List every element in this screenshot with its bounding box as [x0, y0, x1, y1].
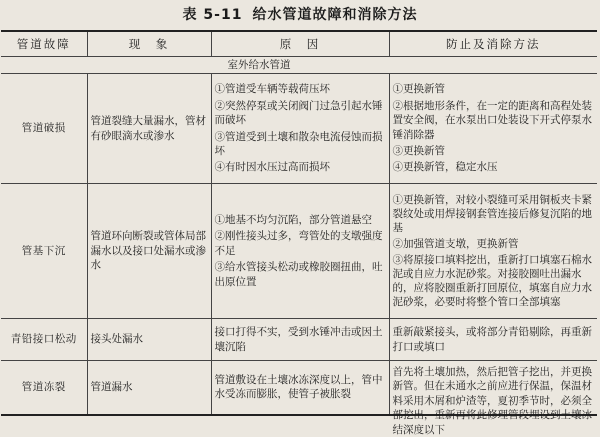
remedy-cell: 重新敲紧接头，或将部分青铅剔除，再重新打口或填口 — [389, 319, 597, 361]
cause-cell — [211, 74, 389, 184]
table-row — [1, 361, 597, 415]
cause-item: ①地基不均匀沉陷，部分管道悬空 — [214, 213, 372, 226]
section-cell — [1, 57, 597, 74]
header-symptom: 现 象 — [87, 31, 211, 57]
cause-item: ③管道受到土壤和散杂电流侵蚀而损坏 — [214, 130, 383, 157]
remedy-cell — [389, 184, 597, 319]
symptom-cell: 管道裂缝大量漏水，管材有砂眼滴水或渗水 — [87, 74, 211, 184]
remedy-item: ②加强管道支墩，更换新管 — [392, 238, 519, 250]
remedy-text-wrap — [392, 365, 595, 436]
symptom-cell: 接头处漏水 — [87, 319, 211, 361]
remedy-item: ③将原接口填料挖出，重新打口填塞石棉水泥或自应力水泥砂浆。对接胶圈吐出漏水的，应将胶圈重新打回原位，填塞自应力水泥砂浆，必要时将整个管口全部填塞 — [392, 254, 592, 308]
symptom-cell: 管道漏水 — [87, 361, 211, 415]
remedy-item: ③更换新管 — [392, 144, 445, 157]
fault-table — [1, 30, 597, 436]
table-title-text: 给水管道故障和消除方法 — [252, 7, 418, 23]
remedy-item: 首先将土壤加热，然后把管子挖出，并更换新管。但在未通水之前应进行保温，保温材料采用木屑和炉渣等，夏初季节时，必须全部挖出，重新再将此修理管段埋设到土壤冰结深度以下 — [392, 366, 592, 436]
remedy-cell — [389, 361, 597, 436]
fault-cell: 管道破损 — [1, 74, 87, 184]
cause-item: ①管道受车辆等载荷压坏 — [214, 83, 330, 96]
cause-item: ②刚性接头过多，弯管处的支墩强度不足 — [214, 230, 383, 257]
symptom-cell: 管道环向断裂或管体局部漏水以及接口处漏水或渗水 — [87, 184, 211, 319]
remedy-item: ①更换新管，对较小裂缝可采用铜板夹卡紧裂纹处或用焊接钢套管连接后修复沉陷的地基 — [392, 194, 592, 234]
fault-cell: 管道冻裂 — [1, 361, 87, 415]
section-label: 室外给水管道 — [227, 58, 291, 71]
cause-item: ④有时因水压过高而损坏 — [214, 161, 330, 174]
table-number: 表 5-11 — [182, 7, 243, 23]
remedy-item: ②根据地形条件，在一定的距离和高程处装置安全阀，在水泵出口处装设下开式停泵水锤消除器 — [392, 99, 592, 141]
header-fault: 管道故障 — [1, 31, 87, 57]
cause-cell — [211, 184, 389, 319]
header-remedy: 防止及消除方法 — [389, 31, 597, 57]
header-row — [1, 31, 597, 57]
remedy-cell — [389, 74, 597, 184]
header-cause: 原 因 — [211, 31, 389, 57]
cause-item: ②突然停泵或关闭阀门过急引起水锤而破坏 — [214, 99, 383, 127]
cause-cell: 管道敷设在土壤冰冻深度以上，管中水受冻而膨胀，使管子被胀裂 — [211, 361, 389, 415]
table-row — [1, 74, 597, 184]
table-row — [1, 319, 597, 361]
cause-cell: 接口打得不实，受到水锤冲击或因土壤沉陷 — [211, 319, 389, 361]
table-row — [1, 184, 597, 319]
remedy-item: ④更换新管，稳定水压 — [392, 161, 498, 174]
fault-cell: 管基下沉 — [1, 184, 87, 319]
section-row — [1, 57, 597, 74]
cause-item: ③给水管接头松动或橡胶圈扭曲，吐出原位置 — [214, 261, 383, 288]
remedy-item: ①更换新管 — [392, 83, 445, 96]
table-title — [0, 4, 600, 24]
fault-cell: 青铅接口松动 — [1, 319, 87, 361]
